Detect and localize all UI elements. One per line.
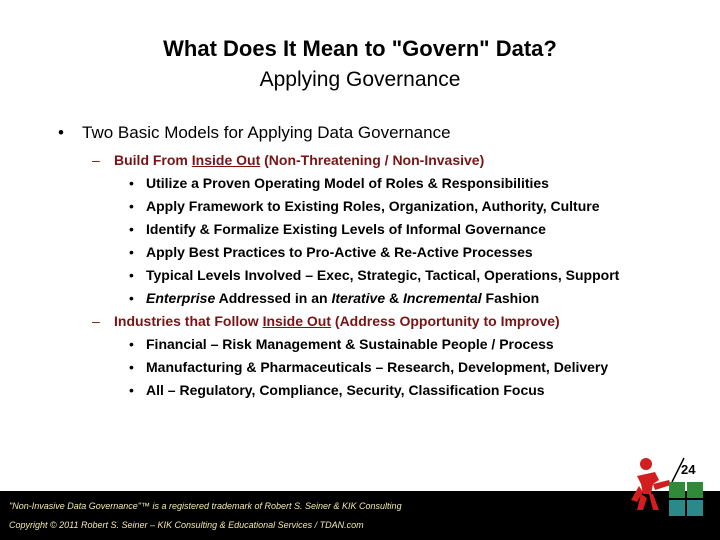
list-item: • All – Regulatory, Compliance, Security, Classification Focus: [129, 382, 545, 398]
model-heading-suffix: (Address Opportunity to Improve): [331, 313, 560, 329]
slide-subtitle: Applying Governance: [259, 68, 461, 91]
bullet-icon: •: [129, 359, 134, 375]
model-heading-2: [0, 311, 720, 334]
list-item: • Financial – Risk Management & Sustainable People / Process: [129, 336, 554, 352]
footer-trademark: "Non-Invasive Data Governance"™ is a registered trademark of Robert S. Seiner & KIK Consulting: [9, 501, 402, 511]
list-item: • Manufacturing & Pharmaceuticals – Research, Development, Delivery: [129, 359, 609, 375]
bullet-icon: •: [129, 244, 134, 260]
bullet-icon: •: [129, 267, 134, 283]
model-heading-1: [0, 150, 720, 173]
list-item: • Utilize a Proven Operating Model of Roles & Responsibilities: [129, 175, 549, 191]
kik-logo-icon: [625, 450, 720, 522]
footer-bar: [0, 491, 720, 540]
bullet-icon: •: [129, 290, 134, 306]
main-bullet-row: [0, 120, 720, 150]
dash-icon: –: [92, 152, 100, 168]
bullet-icon: •: [129, 221, 134, 237]
model-heading-prefix: Build From: [114, 152, 192, 168]
slide-content: [0, 120, 720, 403]
list-item: • Typical Levels Involved – Exec, Strategic, Tactical, Operations, Support: [129, 267, 620, 283]
model-heading-underlined: Inside Out: [262, 313, 332, 329]
model-heading-underlined: Inside Out: [191, 152, 261, 168]
model-heading-prefix: Industries that Follow: [114, 313, 263, 329]
bullet-icon: •: [58, 123, 64, 142]
list-item: • Apply Best Practices to Pro-Active & Re-Active Processes: [129, 244, 533, 260]
model-heading-suffix: (Non-Threatening / Non-Invasive): [260, 152, 485, 168]
slide-title: What Does It Mean to "Govern" Data?: [163, 36, 557, 61]
dash-icon: –: [92, 313, 100, 329]
list-item: • Identify & Formalize Existing Levels of Informal Governance: [129, 221, 546, 237]
list-item: • Apply Framework to Existing Roles, Organization, Authority, Culture: [129, 198, 600, 214]
main-bullet-text: Two Basic Models for Applying Data Governance: [82, 123, 451, 142]
footer-copyright: Copyright © 2011 Robert S. Seiner – KIK Consulting & Educational Services / TDAN.com: [9, 520, 364, 530]
title-block: [0, 34, 720, 95]
bullet-icon: •: [129, 198, 134, 214]
bullet-icon: •: [129, 175, 134, 191]
bullet-icon: •: [129, 382, 134, 398]
page-number: 24: [681, 462, 696, 477]
bullet-icon: •: [129, 336, 134, 352]
list-item: • Enterprise Addressed in an Iterative & Incremental Fashion: [129, 290, 540, 306]
